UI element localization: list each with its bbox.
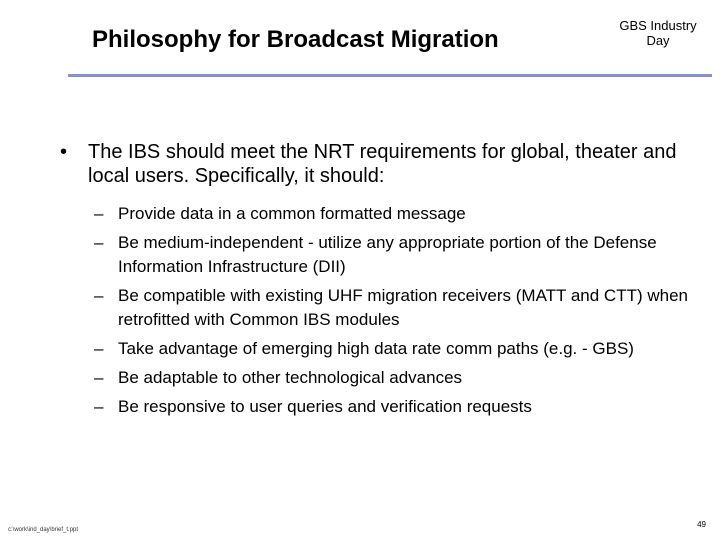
main-bullet-text: The IBS should meet the NRT requirements for global, theater and local users. Specifically, it should:	[88, 141, 677, 187]
requirements-list	[92, 202, 692, 424]
bullet-icon: •	[60, 141, 68, 163]
list-item	[92, 231, 692, 279]
footer-file-path: c:\work\ind_day\brief_t.ppt	[8, 527, 79, 533]
list-item-text: Be compatible with existing UHF migration receivers (MATT and CTT) when retrofitted with Common IBS modules	[118, 286, 688, 329]
list-item	[92, 202, 692, 226]
dash-icon: –	[94, 397, 104, 416]
event-label	[612, 18, 704, 48]
list-item-text: Be medium-independent - utilize any appropriate portion of the Defense Information Infrastructure (DII)	[118, 233, 657, 276]
main-bullet	[60, 140, 700, 188]
list-item	[92, 395, 692, 419]
list-item-text: Take advantage of emerging high data rate comm paths (e.g. - GBS)	[118, 339, 634, 358]
dash-icon: –	[94, 339, 104, 358]
list-item	[92, 337, 692, 361]
header-divider	[68, 74, 712, 77]
event-label-line-1: GBS Industry	[619, 18, 697, 33]
list-item-text: Provide data in a common formatted message	[118, 204, 466, 223]
dash-icon: –	[94, 286, 104, 305]
dash-icon: –	[94, 204, 104, 223]
slide-title: Philosophy for Broadcast Migration	[92, 26, 499, 53]
list-item-text: Be responsive to user queries and verification requests	[118, 397, 532, 416]
dash-icon: –	[94, 233, 104, 252]
dash-icon: –	[94, 368, 104, 387]
list-item-text: Be adaptable to other technological advances	[118, 368, 463, 387]
page-number: 49	[697, 520, 706, 529]
event-label-line-2: Day	[646, 33, 670, 48]
list-item	[92, 284, 692, 332]
list-item	[92, 366, 692, 390]
